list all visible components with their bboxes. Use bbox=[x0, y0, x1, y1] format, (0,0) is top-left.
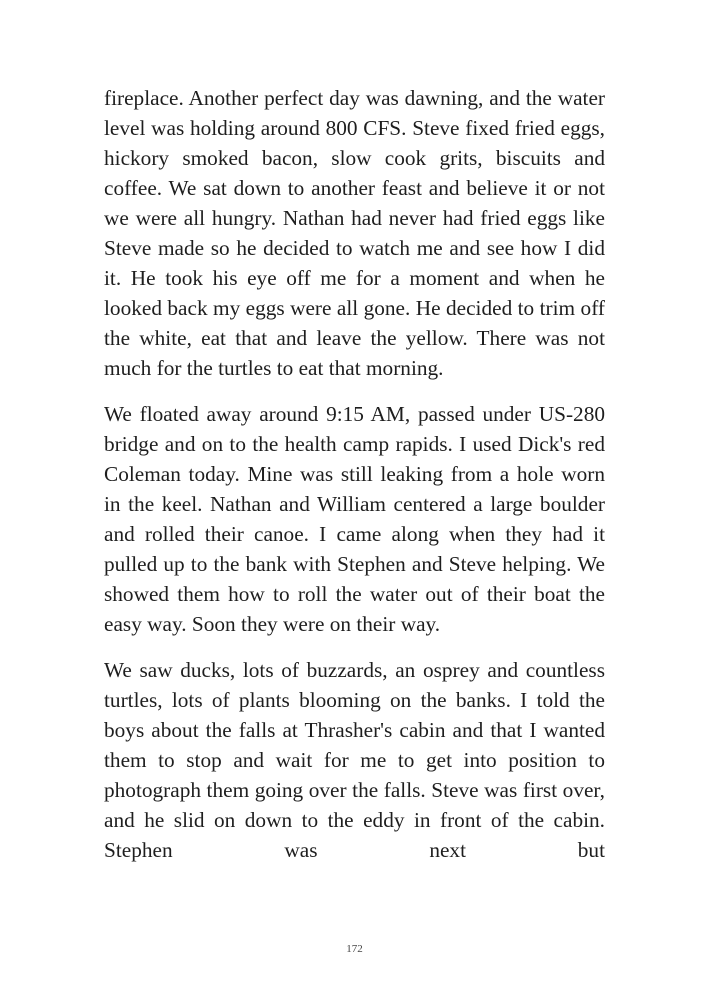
page-body bbox=[104, 83, 605, 881]
page-number: 172 bbox=[346, 943, 363, 955]
paragraph-3: We saw ducks, lots of buzzards, an osprey and countless turtles, lots of plants blooming on the banks. I told the boys about the falls at Thrasher's cabin and that I wanted them to stop and wait for me to get into position to photograph them going over the falls. Steve was first over, and he slid on down to the eddy in front of the cabin. Stephen was next but bbox=[104, 658, 605, 862]
paragraph-2: We floated away around 9:15 AM, passed under US-280 bridge and on to the health camp rapids. I used Dick's red Coleman today. Mine was still leaking from a hole worn in the keel. Nathan and William centered a large boulder and rolled their canoe. I came along when they had it pulled up to the bank with Stephen and Steve helping. We showed them how to roll the water out of their boat the easy way. Soon they were on their way. bbox=[104, 402, 605, 636]
paragraph-1: fireplace. Another perfect day was dawning, and the water level was holding around 800 CFS. Steve fixed fried eggs, hickory smoked bacon, slow cook grits, biscuits and coffee. We sat down to another feast and believe it or not we were all hungry. Nathan had never had fried eggs like Steve made so he decided to watch me and see how I did it. He took his eye off me for a moment and when he looked back my eggs were all gone. He decided to trim off the white, eat that and leave the yellow. There was not much for the turtles to eat that morning. bbox=[104, 86, 605, 380]
